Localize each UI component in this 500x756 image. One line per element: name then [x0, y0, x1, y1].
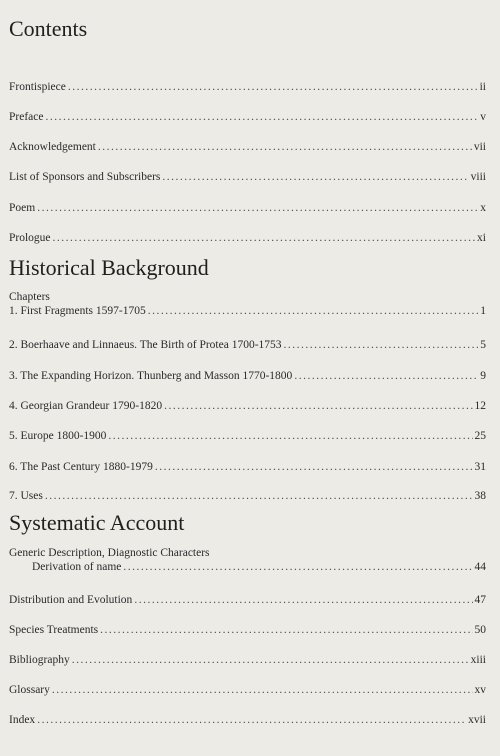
toc-entry-label: Poem [9, 202, 36, 214]
toc-entry-label: Glossary [9, 684, 50, 696]
toc-entry-page: xiii [470, 654, 486, 666]
toc-entry-label: 2. Boerhaave and Linnaeus. The Birth of Protea 1700-1753 [9, 339, 282, 351]
toc-entry-page: xvii [468, 714, 486, 726]
toc-entry-label: Prologue [9, 232, 51, 244]
toc-entry-page: 47 [474, 594, 486, 606]
toc-entry-page: v [480, 111, 486, 123]
dot-leader [148, 304, 479, 318]
toc-entry-page: 31 [474, 461, 486, 473]
toc-entry-chapter-5 [9, 429, 486, 443]
generic-description-label: Generic Description, Diagnostic Characters [9, 547, 210, 559]
toc-entry-page: 38 [474, 490, 486, 502]
toc-entry-page: 25 [474, 430, 486, 442]
toc-entry-index [9, 713, 486, 727]
toc-entry-chapter-4 [9, 399, 486, 413]
toc-entry-preface [9, 110, 486, 124]
toc-entry-label: 5. Europe 1800-1900 [9, 430, 107, 442]
toc-entry-label: 6. The Past Century 1880-1979 [9, 461, 153, 473]
dot-leader [52, 683, 473, 697]
toc-entry-label: Acknowledgement [9, 141, 96, 153]
toc-entry-label: 7. Uses [9, 490, 43, 502]
toc-entry-chapter-2 [9, 338, 486, 352]
toc-entry-page: 1 [480, 305, 486, 317]
toc-entry-page: ii [479, 81, 486, 93]
dot-leader [68, 80, 478, 94]
toc-entry-label: 4. Georgian Grandeur 1790-1820 [9, 400, 163, 412]
toc-entry-chapter-7 [9, 489, 486, 503]
toc-entry-acknowledgement [9, 140, 486, 154]
dot-leader [155, 460, 473, 474]
toc-entry-label: Distribution and Evolution [9, 594, 133, 606]
toc-entry-page: vii [473, 141, 486, 153]
toc-entry-distribution [9, 593, 486, 607]
toc-entry-label: Derivation of name [32, 561, 122, 573]
dot-leader [37, 201, 478, 215]
page-title: Contents [9, 16, 88, 41]
dot-leader [164, 399, 472, 413]
toc-entry-page: x [480, 202, 486, 214]
toc-entry-label: Preface [9, 111, 44, 123]
toc-entry-chapter-3 [9, 369, 486, 383]
chapters-label: Chapters [9, 291, 50, 303]
toc-entry-page: 12 [474, 400, 486, 412]
section-heading-systematic: Systematic Account [9, 510, 185, 535]
toc-entry-page: 50 [474, 624, 486, 636]
dot-leader [98, 140, 472, 154]
toc-entry-sponsors [9, 170, 486, 184]
dot-leader [162, 170, 468, 184]
toc-entry-page: 5 [480, 339, 486, 351]
dot-leader [45, 110, 478, 124]
toc-entry-chapter-1 [9, 304, 486, 318]
dot-leader [284, 338, 479, 352]
toc-entry-page: 44 [474, 561, 486, 573]
toc-entry-page: viii [470, 171, 486, 183]
toc-entry-frontispiece [9, 80, 486, 94]
toc-entry-page: xv [474, 684, 486, 696]
dot-leader [45, 489, 473, 503]
toc-entry-prologue [9, 231, 486, 245]
toc-entry-poem [9, 201, 486, 215]
toc-entry-bibliography [9, 653, 486, 667]
dot-leader [123, 560, 472, 574]
toc-entry-label: Index [9, 714, 36, 726]
dot-leader [134, 593, 472, 607]
toc-entry-label: 1. First Fragments 1597-1705 [9, 305, 146, 317]
dot-leader [53, 231, 476, 245]
toc-entry-chapter-6 [9, 460, 486, 474]
toc-entry-label: Bibliography [9, 654, 70, 666]
toc-entry-glossary [9, 683, 486, 697]
dot-leader [37, 713, 466, 727]
dot-leader [108, 429, 472, 443]
section-heading-historical: Historical Background [9, 255, 209, 280]
toc-entry-label: Species Treatments [9, 624, 99, 636]
toc-entry-label: List of Sponsors and Subscribers [9, 171, 161, 183]
toc-entry-species [9, 623, 486, 637]
dot-leader [72, 653, 469, 667]
toc-entry-page: 9 [480, 370, 486, 382]
toc-entry-derivation [32, 560, 486, 574]
toc-entry-label: 3. The Expanding Horizon. Thunberg and Masson 1770-1800 [9, 370, 293, 382]
toc-entry-label: Frontispiece [9, 81, 66, 93]
dot-leader [294, 369, 478, 383]
dot-leader [100, 623, 472, 637]
toc-entry-page: xi [477, 232, 486, 244]
